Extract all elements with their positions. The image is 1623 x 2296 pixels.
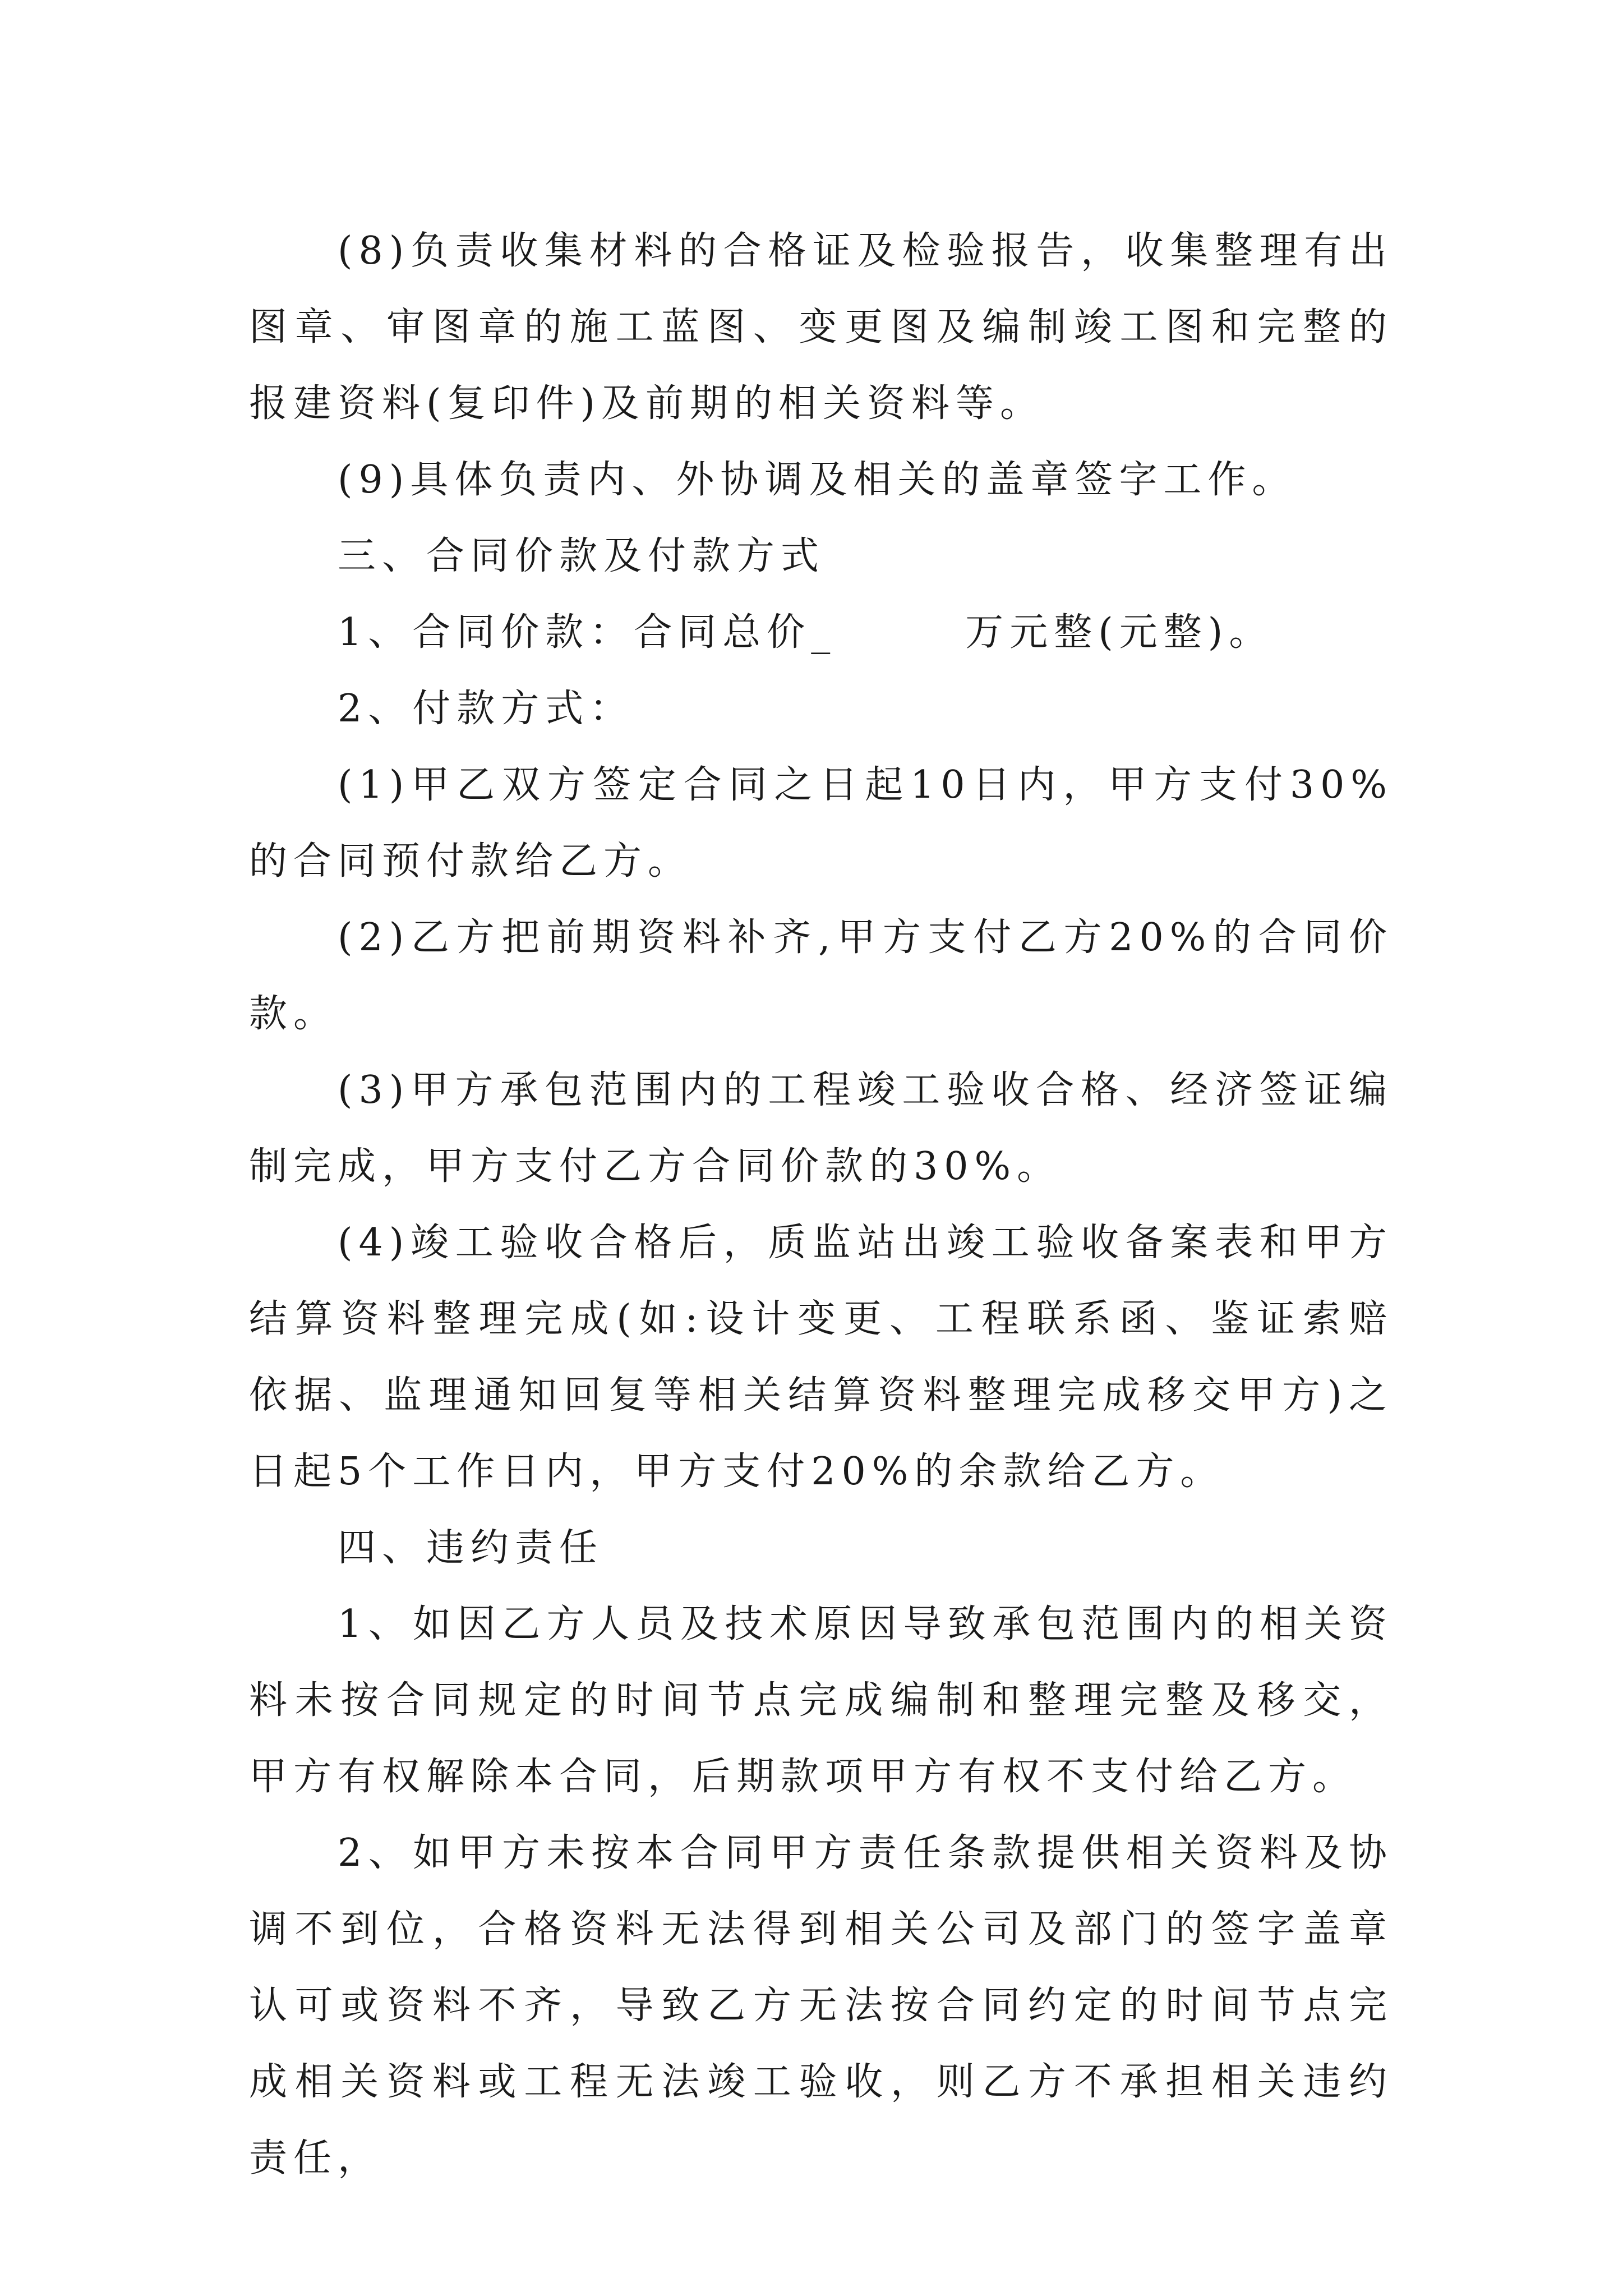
paragraph-contract-price [249,595,1393,671]
paragraph-liability-1: 1、如因乙方人员及技术原因导致承包范围内的相关资料未按合同规定的时间节点完成编制和整理完整及移交，甲方有权解除本合同，后期款项甲方有权不支付给乙方。 [249,1602,1393,1799]
section-heading-payment: 三、合同价款及付款方式 [338,534,826,578]
contract-price-label: 1、合同价款：合同总价_ [338,610,837,655]
document-body [249,213,1393,2197]
paragraph-payment-method: 2、付款方式： [338,687,634,731]
paragraph-payment-4: (4)竣工验收合格后，质监站出竣工验收备案表和甲方结算资料整理完成(如:设计变更、工程联系函、鉴证索赔依据、监理通知回复等相关结算资料整理完成移交甲方)之日起5个工作日内，甲方支付20%的余款给乙方。 [249,1221,1393,1494]
section-heading-liability: 四、违约责任 [338,1526,604,1570]
contract-price-unit: 万元整(元整)。 [965,610,1274,655]
paragraph-payment-1: (1)甲乙双方签定合同之日起10日内，甲方支付30%的合同预付款给乙方。 [249,763,1393,884]
paragraph-payment-3: (3)甲方承包范围内的工程竣工验收合格、经济签证编制完成，甲方支付乙方合同价款的30%。 [249,1068,1393,1189]
paragraph-item-9: (9)具体负责内、外协调及相关的盖章签字工作。 [338,458,1297,502]
paragraph-payment-2: (2)乙方把前期资料补齐,甲方支付乙方20%的合同价款。 [249,915,1393,1036]
paragraph-liability-2: 2、如甲方未按本合同甲方责任条款提供相关资料及协调不到位，合格资料无法得到相关公司及部门的签字盖章认可或资料不齐，导致乙方无法按合同约定的时间节点完成相关资料或工程无法竣工验收，则乙方不承担相关违约责任， [249,1831,1393,2180]
paragraph-item-8: (8)负责收集材料的合格证及检验报告，收集整理有出图章、审图章的施工蓝图、变更图及编制竣工图和完整的报建资料(复印件)及前期的相关资料等。 [249,229,1393,426]
